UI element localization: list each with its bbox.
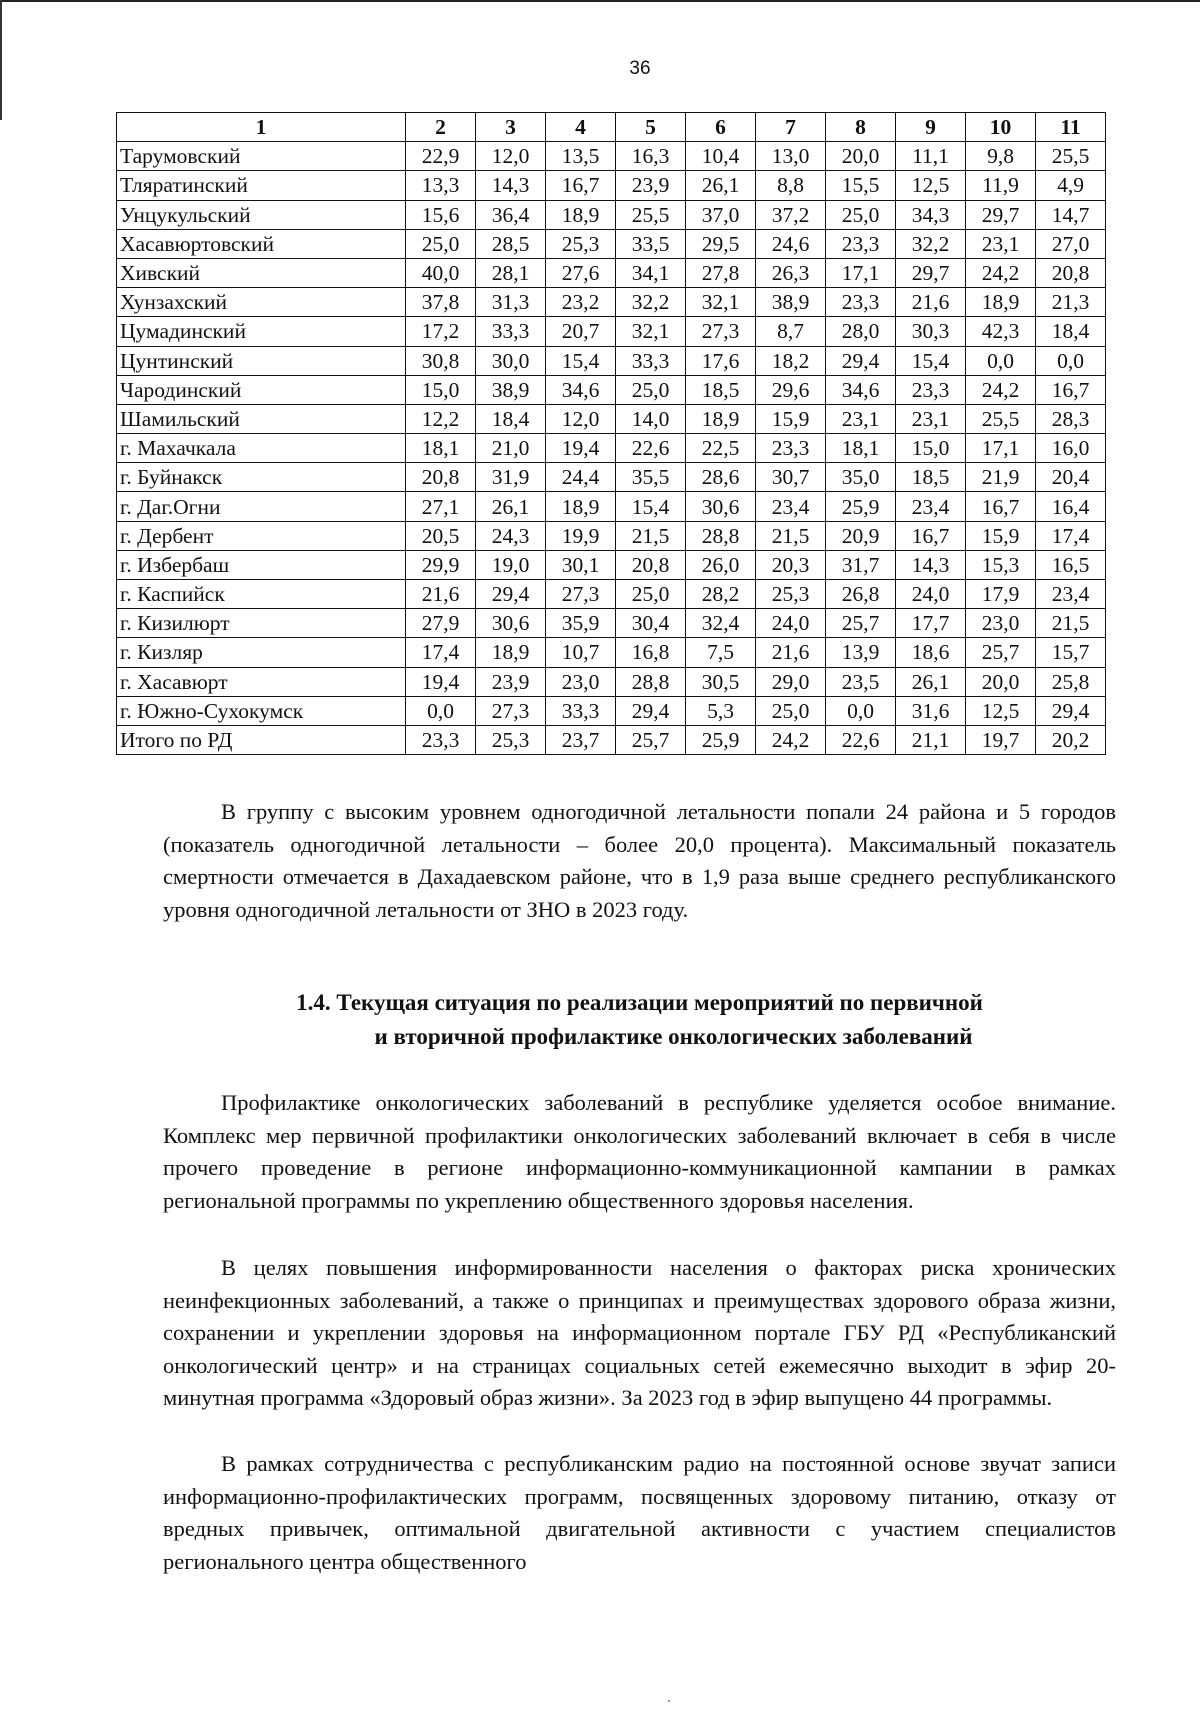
value-cell: 25,7 (616, 725, 686, 754)
value-cell: 20,7 (546, 317, 616, 346)
value-cell: 25,9 (826, 492, 896, 521)
value-cell: 11,1 (896, 142, 966, 171)
value-cell: 30,6 (686, 492, 756, 521)
value-cell: 4,9 (1036, 171, 1106, 200)
value-cell: 15,4 (546, 346, 616, 375)
value-cell: 23,3 (896, 375, 966, 404)
value-cell: 22,5 (686, 434, 756, 463)
value-cell: 30,4 (616, 609, 686, 638)
value-cell: 27,0 (1036, 229, 1106, 258)
value-cell: 18,5 (686, 375, 756, 404)
value-cell: 16,4 (1036, 492, 1106, 521)
value-cell: 30,3 (896, 317, 966, 346)
value-cell: 16,7 (546, 171, 616, 200)
value-cell: 31,7 (826, 550, 896, 579)
column-header: 1 (117, 113, 406, 142)
value-cell: 23,5 (826, 667, 896, 696)
value-cell: 30,0 (476, 346, 546, 375)
value-cell: 21,6 (756, 638, 826, 667)
paragraph-radio-cooperation: В рамках сотрудничества с республиканским радио на постоянной основе звучат записи информационно-профилактических программ, посвященных здоровому питанию, отказу от вредных привычек, оптимальной двигательной активности с участием специалистов регионального центра общественного (163, 1451, 1116, 1574)
value-cell: 20,3 (756, 550, 826, 579)
column-header: 9 (896, 113, 966, 142)
value-cell: 24,0 (896, 580, 966, 609)
table-row (117, 638, 1106, 667)
value-cell: 17,6 (686, 346, 756, 375)
value-cell: 26,1 (476, 492, 546, 521)
page-number: 36 (629, 58, 651, 79)
value-cell: 14,0 (616, 404, 686, 433)
value-cell: 17,4 (406, 638, 476, 667)
value-cell: 33,3 (476, 317, 546, 346)
value-cell: 15,0 (406, 375, 476, 404)
value-cell: 20,9 (826, 521, 896, 550)
column-header: 4 (546, 113, 616, 142)
value-cell: 31,6 (896, 696, 966, 725)
value-cell: 18,9 (476, 638, 546, 667)
value-cell: 38,9 (476, 375, 546, 404)
value-cell: 10,4 (686, 142, 756, 171)
value-cell: 21,5 (756, 521, 826, 550)
value-cell: 32,2 (896, 229, 966, 258)
value-cell: 32,1 (616, 317, 686, 346)
value-cell: 21,5 (1036, 609, 1106, 638)
value-cell: 18,1 (406, 434, 476, 463)
column-header: 7 (756, 113, 826, 142)
value-cell: 25,3 (546, 229, 616, 258)
value-cell: 19,0 (476, 550, 546, 579)
value-cell: 37,2 (756, 200, 826, 229)
value-cell: 28,6 (686, 463, 756, 492)
table-row (117, 696, 1106, 725)
value-cell: 23,1 (896, 404, 966, 433)
row-name-cell: г. Дербент (117, 521, 406, 550)
value-cell: 30,8 (406, 346, 476, 375)
value-cell: 18,9 (966, 288, 1036, 317)
value-cell: 14,3 (896, 550, 966, 579)
value-cell: 21,6 (896, 288, 966, 317)
value-cell: 12,0 (476, 142, 546, 171)
value-cell: 12,2 (406, 404, 476, 433)
value-cell: 24,2 (966, 375, 1036, 404)
table-row (117, 580, 1106, 609)
row-name-cell: г. Каспийск (117, 580, 406, 609)
value-cell: 24,2 (756, 725, 826, 754)
value-cell: 21,3 (1036, 288, 1106, 317)
row-name-cell: г. Махачкала (117, 434, 406, 463)
value-cell: 19,7 (966, 725, 1036, 754)
value-cell: 16,7 (1036, 375, 1106, 404)
value-cell: 26,1 (686, 171, 756, 200)
value-cell: 28,3 (1036, 404, 1106, 433)
row-name-cell: г. Кизляр (117, 638, 406, 667)
value-cell: 12,5 (896, 171, 966, 200)
value-cell: 19,9 (546, 521, 616, 550)
value-cell: 27,8 (686, 258, 756, 287)
table-row (117, 725, 1106, 754)
value-cell: 15,4 (616, 492, 686, 521)
value-cell: 20,5 (406, 521, 476, 550)
value-cell: 20,8 (1036, 258, 1106, 287)
value-cell: 18,2 (756, 346, 826, 375)
row-name-cell: Цумадинский (117, 317, 406, 346)
table-row (117, 404, 1106, 433)
value-cell: 25,7 (826, 609, 896, 638)
value-cell: 17,7 (896, 609, 966, 638)
column-header: 11 (1036, 113, 1106, 142)
value-cell: 18,5 (896, 463, 966, 492)
value-cell: 21,9 (966, 463, 1036, 492)
table-row (117, 492, 1106, 521)
value-cell: 15,4 (896, 346, 966, 375)
row-name-cell: г. Южно-Сухокумск (117, 696, 406, 725)
value-cell: 34,1 (616, 258, 686, 287)
value-cell: 21,0 (476, 434, 546, 463)
table-row (117, 229, 1106, 258)
value-cell: 24,6 (756, 229, 826, 258)
value-cell: 28,2 (686, 580, 756, 609)
value-cell: 18,9 (546, 492, 616, 521)
value-cell: 25,8 (1036, 667, 1106, 696)
value-cell: 8,8 (756, 171, 826, 200)
value-cell: 18,6 (896, 638, 966, 667)
value-cell: 24,3 (476, 521, 546, 550)
value-cell: 17,4 (1036, 521, 1106, 550)
value-cell: 16,5 (1036, 550, 1106, 579)
value-cell: 35,0 (826, 463, 896, 492)
value-cell: 7,5 (686, 638, 756, 667)
value-cell: 23,2 (546, 288, 616, 317)
value-cell: 29,9 (406, 550, 476, 579)
value-cell: 23,3 (756, 434, 826, 463)
value-cell: 20,0 (966, 667, 1036, 696)
value-cell: 25,5 (1036, 142, 1106, 171)
value-cell: 12,0 (546, 404, 616, 433)
value-cell: 23,4 (896, 492, 966, 521)
row-name-cell: Цунтинский (117, 346, 406, 375)
value-cell: 23,0 (966, 609, 1036, 638)
value-cell: 8,7 (756, 317, 826, 346)
value-cell: 13,5 (546, 142, 616, 171)
value-cell: 32,2 (616, 288, 686, 317)
value-cell: 24,4 (546, 463, 616, 492)
value-cell: 29,4 (616, 696, 686, 725)
value-cell: 10,7 (546, 638, 616, 667)
section-heading-line-1: 1.4. Текущая ситуация по реализации мероприятий по первичной (296, 990, 983, 1015)
value-cell: 9,8 (966, 142, 1036, 171)
scan-speck (668, 1700, 670, 1702)
row-name-cell: Тляратинский (117, 171, 406, 200)
value-cell: 29,4 (826, 346, 896, 375)
value-cell: 27,3 (476, 696, 546, 725)
value-cell: 27,9 (406, 609, 476, 638)
table-row (117, 258, 1106, 287)
value-cell: 25,0 (756, 696, 826, 725)
table-row (117, 317, 1106, 346)
value-cell: 33,5 (616, 229, 686, 258)
value-cell: 19,4 (546, 434, 616, 463)
table-row (117, 171, 1106, 200)
value-cell: 25,5 (966, 404, 1036, 433)
value-cell: 23,9 (616, 171, 686, 200)
value-cell: 29,5 (686, 229, 756, 258)
section-heading-line-2: и вторичной профилактике онкологических заболеваний (374, 1024, 973, 1049)
row-name-cell: Чародинский (117, 375, 406, 404)
value-cell: 25,0 (406, 229, 476, 258)
value-cell: 16,8 (616, 638, 686, 667)
value-cell: 15,9 (756, 404, 826, 433)
value-cell: 24,0 (756, 609, 826, 638)
value-cell: 16,7 (896, 521, 966, 550)
row-name-cell: г. Буйнакск (117, 463, 406, 492)
value-cell: 22,6 (616, 434, 686, 463)
value-cell: 23,3 (406, 725, 476, 754)
row-name-cell: г. Кизилюрт (117, 609, 406, 638)
value-cell: 27,3 (546, 580, 616, 609)
value-cell: 24,2 (966, 258, 1036, 287)
value-cell: 26,3 (756, 258, 826, 287)
value-cell: 17,1 (826, 258, 896, 287)
value-cell: 0,0 (826, 696, 896, 725)
value-cell: 40,0 (406, 258, 476, 287)
value-cell: 13,3 (406, 171, 476, 200)
value-cell: 20,8 (406, 463, 476, 492)
table-row (117, 288, 1106, 317)
value-cell: 25,0 (616, 580, 686, 609)
row-name-cell: Хивский (117, 258, 406, 287)
value-cell: 13,0 (756, 142, 826, 171)
value-cell: 20,8 (616, 550, 686, 579)
value-cell: 25,3 (756, 580, 826, 609)
row-name-cell: Хунзахский (117, 288, 406, 317)
value-cell: 37,0 (686, 200, 756, 229)
value-cell: 5,3 (686, 696, 756, 725)
value-cell: 27,6 (546, 258, 616, 287)
table-row (117, 346, 1106, 375)
value-cell: 31,9 (476, 463, 546, 492)
section-heading (163, 986, 1116, 1054)
row-name-cell: Хасавюртовский (117, 229, 406, 258)
value-cell: 15,0 (896, 434, 966, 463)
value-cell: 26,8 (826, 580, 896, 609)
value-cell: 21,1 (896, 725, 966, 754)
value-cell: 32,1 (686, 288, 756, 317)
row-name-cell: Шамильский (117, 404, 406, 433)
table-body (117, 142, 1106, 755)
value-cell: 23,9 (476, 667, 546, 696)
value-cell: 23,4 (1036, 580, 1106, 609)
value-cell: 18,4 (476, 404, 546, 433)
column-header: 8 (826, 113, 896, 142)
column-header: 5 (616, 113, 686, 142)
value-cell: 18,1 (826, 434, 896, 463)
value-cell: 23,7 (546, 725, 616, 754)
table-row (117, 200, 1106, 229)
value-cell: 33,3 (616, 346, 686, 375)
value-cell: 25,5 (616, 200, 686, 229)
value-cell: 21,6 (406, 580, 476, 609)
value-cell: 29,7 (966, 200, 1036, 229)
row-name-cell: Унцукульский (117, 200, 406, 229)
value-cell: 15,6 (406, 200, 476, 229)
value-cell: 13,9 (826, 638, 896, 667)
value-cell: 23,1 (826, 404, 896, 433)
value-cell: 28,5 (476, 229, 546, 258)
value-cell: 34,6 (546, 375, 616, 404)
value-cell: 27,1 (406, 492, 476, 521)
column-header: 6 (686, 113, 756, 142)
scan-edge-top (0, 0, 1200, 2)
row-name-cell: г. Даг.Огни (117, 492, 406, 521)
column-header: 10 (966, 113, 1036, 142)
value-cell: 23,3 (826, 288, 896, 317)
value-cell: 25,9 (686, 725, 756, 754)
value-cell: 26,0 (686, 550, 756, 579)
value-cell: 36,4 (476, 200, 546, 229)
value-cell: 17,1 (966, 434, 1036, 463)
value-cell: 28,1 (476, 258, 546, 287)
row-name-cell: Тарумовский (117, 142, 406, 171)
value-cell: 29,4 (1036, 696, 1106, 725)
value-cell: 17,2 (406, 317, 476, 346)
value-cell: 22,6 (826, 725, 896, 754)
table-header-row (117, 113, 1106, 142)
value-cell: 29,0 (756, 667, 826, 696)
value-cell: 23,0 (546, 667, 616, 696)
value-cell: 17,9 (966, 580, 1036, 609)
value-cell: 38,9 (756, 288, 826, 317)
value-cell: 21,5 (616, 521, 686, 550)
value-cell: 18,9 (686, 404, 756, 433)
value-cell: 20,4 (1036, 463, 1106, 492)
value-cell: 16,3 (616, 142, 686, 171)
value-cell: 18,4 (1036, 317, 1106, 346)
value-cell: 23,3 (826, 229, 896, 258)
value-cell: 0,0 (1036, 346, 1106, 375)
lethality-table (116, 112, 1106, 755)
value-cell: 31,3 (476, 288, 546, 317)
value-cell: 35,9 (546, 609, 616, 638)
value-cell: 23,4 (756, 492, 826, 521)
value-cell: 14,7 (1036, 200, 1106, 229)
value-cell: 15,3 (966, 550, 1036, 579)
value-cell: 0,0 (966, 346, 1036, 375)
value-cell: 25,0 (826, 200, 896, 229)
value-cell: 15,5 (826, 171, 896, 200)
value-cell: 20,0 (826, 142, 896, 171)
value-cell: 42,3 (966, 317, 1036, 346)
value-cell: 29,6 (756, 375, 826, 404)
value-cell: 0,0 (406, 696, 476, 725)
table-row (117, 609, 1106, 638)
row-name-cell: г. Избербаш (117, 550, 406, 579)
table-row (117, 142, 1106, 171)
table-row (117, 550, 1106, 579)
value-cell: 30,6 (476, 609, 546, 638)
column-header: 3 (476, 113, 546, 142)
value-cell: 23,1 (966, 229, 1036, 258)
value-cell: 29,7 (896, 258, 966, 287)
value-cell: 28,8 (686, 521, 756, 550)
value-cell: 28,0 (826, 317, 896, 346)
value-cell: 25,3 (476, 725, 546, 754)
value-cell: 34,3 (896, 200, 966, 229)
value-cell: 18,9 (546, 200, 616, 229)
value-cell: 29,4 (476, 580, 546, 609)
value-cell: 25,0 (616, 375, 686, 404)
value-cell: 30,1 (546, 550, 616, 579)
table-row (117, 434, 1106, 463)
value-cell: 35,5 (616, 463, 686, 492)
value-cell: 30,7 (756, 463, 826, 492)
value-cell: 22,9 (406, 142, 476, 171)
value-cell: 28,8 (616, 667, 686, 696)
value-cell: 20,2 (1036, 725, 1106, 754)
value-cell: 25,7 (966, 638, 1036, 667)
paragraph-prevention-intro: Профилактике онкологических заболеваний в республике уделяется особое внимание. Комплекс мер первичной профилактики онкологических заболеваний включает в себя в числе прочего проведение в регионе информационно-коммуникационной кампании в рамках региональной программы по укреплению общественного здоровья населения. (163, 1090, 1116, 1213)
value-cell: 16,7 (966, 492, 1036, 521)
value-cell: 27,3 (686, 317, 756, 346)
table-row (117, 521, 1106, 550)
value-cell: 33,3 (546, 696, 616, 725)
row-name-cell: г. Хасавюрт (117, 667, 406, 696)
value-cell: 32,4 (686, 609, 756, 638)
value-cell: 11,9 (966, 171, 1036, 200)
value-cell: 30,5 (686, 667, 756, 696)
value-cell: 37,8 (406, 288, 476, 317)
value-cell: 12,5 (966, 696, 1036, 725)
value-cell: 15,9 (966, 521, 1036, 550)
paragraph-lethality-summary: В группу с высоким уровнем одногодичной летальности попали 24 района и 5 городов (показатель одногодичной летальности – более 20,0 процента). Максимальный показатель смертности отмечается в Дахадаевском районе, что в 1,9 раза выше среднего республиканского уровня одногодичной летальности от ЗНО в 2023 году. (163, 799, 1116, 922)
table-row (117, 463, 1106, 492)
table-row (117, 375, 1106, 404)
table-row (117, 667, 1106, 696)
value-cell: 26,1 (896, 667, 966, 696)
value-cell: 15,7 (1036, 638, 1106, 667)
value-cell: 34,6 (826, 375, 896, 404)
value-cell: 16,0 (1036, 434, 1106, 463)
row-name-cell: Итого по РД (117, 725, 406, 754)
value-cell: 19,4 (406, 667, 476, 696)
column-header: 2 (406, 113, 476, 142)
paragraph-awareness-program: В целях повышения информированности населения о факторах риска хронических неинфекционных заболеваний, а также о принципах и преимуществах здорового образа жизни, сохранении и укреплении здоровья на информационном портале ГБУ РД «Республиканский онкологический центр» и на страницах социальных сетей ежемесячно выходит в эфир 20-минутная программа «Здоровый образ жизни». За 2023 год в эфир выпущено 44 программы. (163, 1255, 1116, 1411)
value-cell: 14,3 (476, 171, 546, 200)
